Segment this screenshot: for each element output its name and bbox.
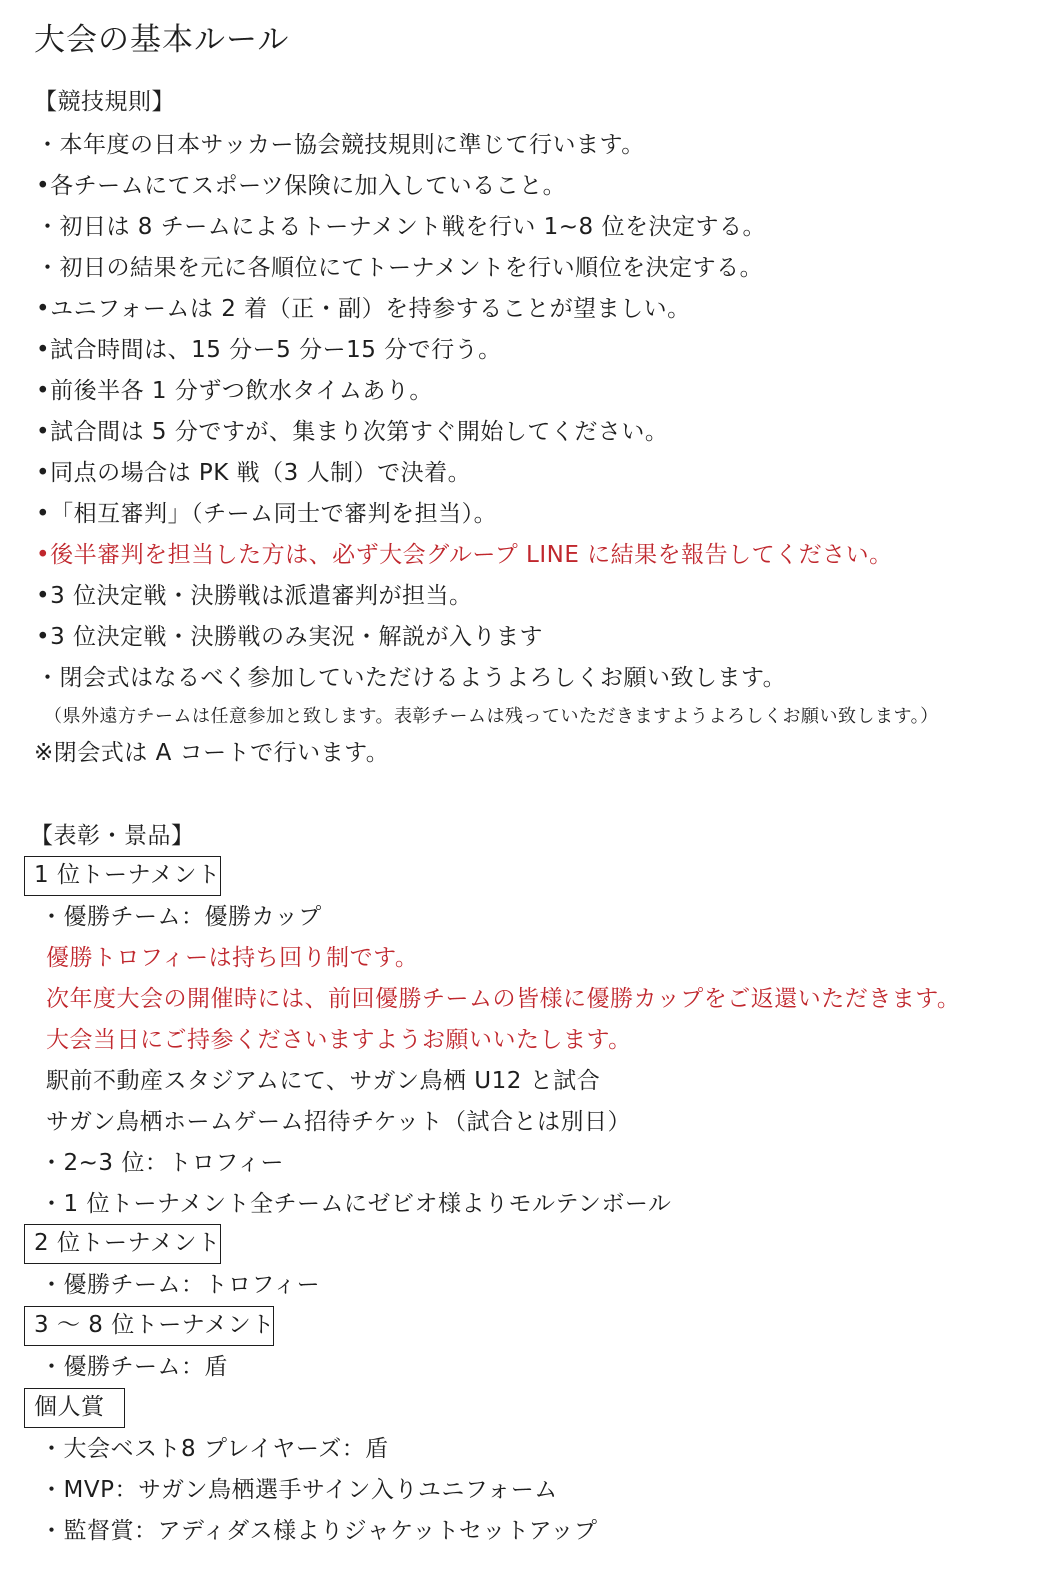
award-item: ・大会ベスト8 プレイヤーズ：盾 (40, 1436, 389, 1462)
award-item: ・優勝チーム：優勝カップ (40, 904, 322, 930)
tournament-2-label: 2 位トーナメント (24, 1224, 221, 1264)
rule-item: ・初日は 8 チームによるトーナメント戦を行い 1~8 位を決定する。 (36, 214, 766, 240)
tournament-1-label: 1 位トーナメント (24, 856, 221, 896)
individual-award-label: 個人賞 (24, 1388, 125, 1428)
award-item: ・1 位トーナメント全チームにゼビオ様よりモルテンボール (40, 1191, 672, 1217)
rule-item: •試合時間は、15 分ー5 分ー15 分で行う。 (36, 337, 502, 363)
tournament-3-8-label: 3 ～ 8 位トーナメント (24, 1306, 274, 1346)
award-item: サガン鳥栖ホームゲーム招待チケット（試合とは別日） (46, 1109, 631, 1135)
award-item: ・MVP：サガン鳥栖選手サイン入りユニフォーム (40, 1477, 558, 1503)
rule-item: ・閉会式はなるべく参加していただけるようよろしくお願い致します。 (36, 665, 787, 691)
rule-item: •同点の場合は PK 戦（3 人制）で決着。 (36, 460, 472, 486)
closing-note: ※閉会式は A コートで行います。 (34, 740, 390, 766)
rules-heading: 【競技規則】 (34, 89, 175, 115)
awards-heading: 【表彰・景品】 (30, 823, 195, 849)
rule-note: （県外遠方チームは任意参加と致します。表彰チームは残っていただきますようよろしくお願い致します。） (44, 706, 939, 727)
award-item: ・優勝チーム：トロフィー (40, 1272, 321, 1298)
rule-item: •前後半各 1 分ずつ飲水タイムあり。 (36, 378, 433, 404)
award-note-red: 大会当日にご持参くださいますようお願いいたします。 (46, 1027, 632, 1053)
award-item: 駅前不動産スタジアムにて、サガン鳥栖 U12 と試合 (46, 1068, 601, 1094)
award-item: ・2~3 位：トロフィー (40, 1150, 285, 1176)
award-note-red: 優勝トロフィーは持ち回り制です。 (46, 945, 419, 971)
rule-item: •各チームにてスポーツ保険に加入していること。 (36, 173, 567, 199)
rule-item-highlight: •後半審判を担当した方は、必ず大会グループ LINE に結果を報告してください。 (36, 542, 893, 568)
award-item: ・優勝チーム：盾 (40, 1354, 228, 1380)
rule-item: •3 位決定戦・決勝戦は派遣審判が担当。 (36, 583, 473, 609)
rule-item: ・本年度の日本サッカー協会競技規則に準じて行います。 (36, 132, 645, 158)
rule-item: •3 位決定戦・決勝戦のみ実況・解説が入ります (36, 624, 544, 650)
award-note-red: 次年度大会の開催時には、前回優勝チームの皆様に優勝カップをご返還いただきます。 (46, 986, 961, 1012)
rule-item: •試合間は 5 分ですが、集まり次第すぐ開始してください。 (36, 419, 669, 445)
rule-item: •ユニフォームは 2 着（正・副）を持参することが望ましい。 (36, 296, 691, 322)
page-title: 大会の基本ルール (34, 22, 290, 58)
rule-item: •「相互審判」（チーム同士で審判を担当）。 (36, 501, 498, 527)
award-item: ・監督賞：アディダス様よりジャケットセットアップ (40, 1518, 598, 1544)
rule-item: ・初日の結果を元に各順位にてトーナメントを行い順位を決定する。 (36, 255, 764, 281)
